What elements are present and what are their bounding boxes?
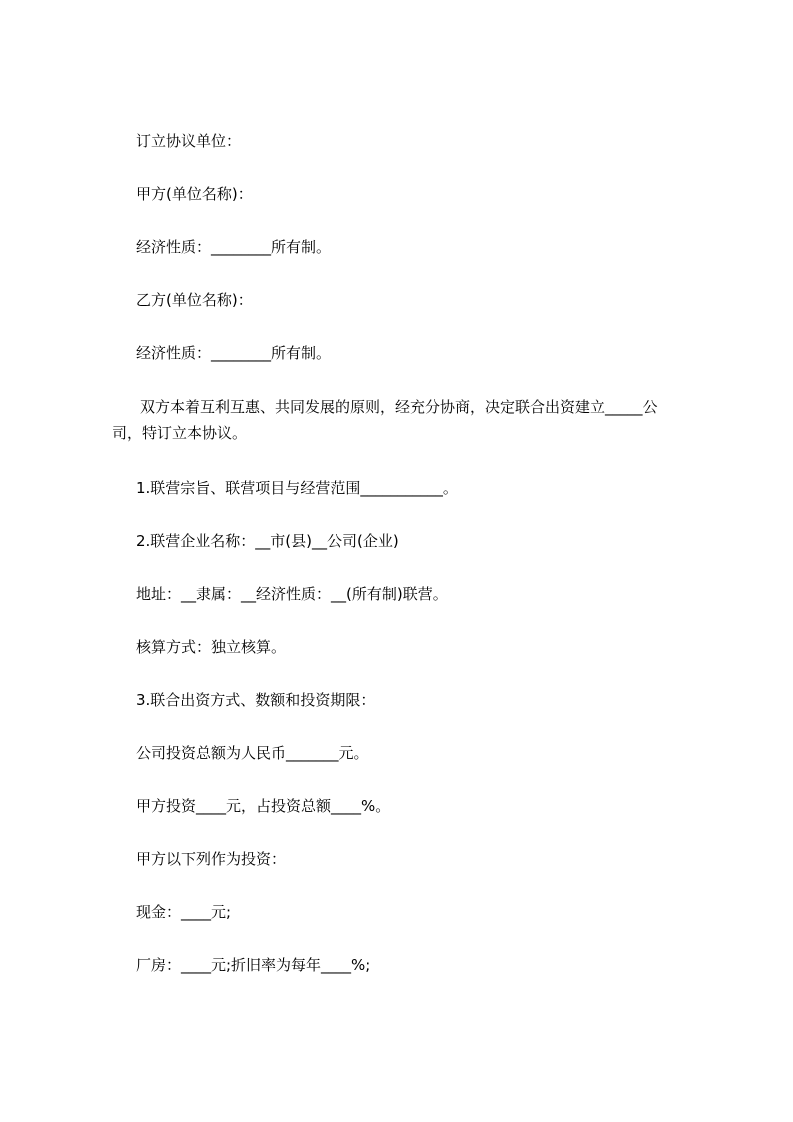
clause-1-purpose-scope: 1.联营宗旨、联营项目与经营范围___________。 xyxy=(136,479,458,497)
clause-3-investment-heading: 3.联合出资方式、数额和投资期限： xyxy=(136,691,376,709)
preamble-line-2: 司，特订立本协议。 xyxy=(112,424,248,442)
party-a-economic-nature: 经济性质：________所有制。 xyxy=(136,238,332,256)
clause-2-enterprise-name: 2.联营企业名称：__市(县)__公司(企业) xyxy=(136,532,399,550)
factory-investment-line: 厂房：____元;折旧率为每年____%; xyxy=(136,956,371,974)
cash-investment-line: 现金：____元; xyxy=(136,903,232,921)
party-a-name-line: 甲方(单位名称)： xyxy=(136,185,253,203)
party-a-investment-items-heading: 甲方以下列作为投资： xyxy=(136,850,287,868)
preamble-paragraph xyxy=(112,394,696,446)
address-affiliation-line: 地址：__隶属：__经济性质：__(所有制)联营。 xyxy=(136,585,448,603)
party-a-investment-line: 甲方投资____元，占投资总额____%。 xyxy=(136,797,391,815)
accounting-method-line: 核算方式：独立核算。 xyxy=(136,638,287,656)
party-b-economic-nature: 经济性质：________所有制。 xyxy=(136,344,332,362)
party-b-name-line: 乙方(单位名称)： xyxy=(136,291,253,309)
preamble-line-1: 双方本着互利互惠、共同发展的原则，经充分协商，决定联合出资建立_____公 xyxy=(140,398,658,416)
total-investment-line: 公司投资总额为人民币_______元。 xyxy=(136,744,369,762)
contract-parties-heading: 订立协议单位： xyxy=(136,132,242,150)
